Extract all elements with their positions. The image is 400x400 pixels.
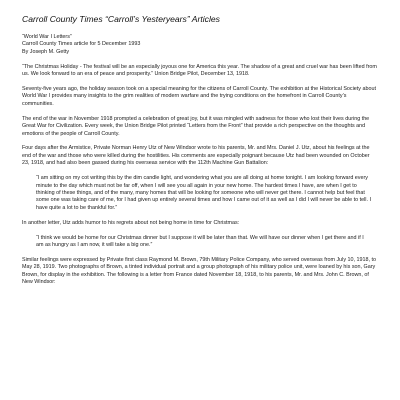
paragraph: Seventy-five years ago, the holiday season took on a special meaning for the citizens of Carroll County. The exhibition at the Historical Society about World War I provides many insights to the grim realities of modern warfare and the trying conditions on the homefront in Carroll County’s communities. (22, 86, 376, 107)
paragraph: Similar feelings were expressed by Private first class Raymond M. Brown, 79th Military Police Company, who served overseas from July 10, 1918, to May 28, 1919. Two photographs of Brown, a tinted individual portrait and a group photograph of his military police unit, were loaned by his son, Gary Brown, for display in the exhibition. The following is a letter from France dated November 18, 1918, to his parents, Mr. and Mrs. John C. Brown, of New Windsor: (22, 256, 377, 286)
article-headline: “World War I Letters” (22, 34, 72, 40)
document-title: Carroll County Times “Carroll’s Yesteryears” Articles (22, 14, 220, 24)
article-byline: By Joseph M. Getty (22, 48, 70, 55)
paragraph-opening-quote: “The Christmas Holiday - The festival will be an especially joyous one for America this year. The shadow of a great and cruel war has been lifted from us. We look forward to an era of peace and prosperity.” Union Bridge Pilot, December 13, 1918. (22, 63, 377, 78)
block-quote: “I think we would be home for our Christmas dinner but I suppose it will be later than that. We will have our dinner when I get there and if I am as hungry as I am now, it will take a big one.” (36, 234, 364, 249)
article-meta (22, 34, 378, 56)
block-quote: “I am sitting on my cot writing this by the dim candle light, and wondering what you are all doing at home tonight. I am looking forward every minute to the day which must not be far off, when I will see you all again in your new home. The hardest times I have, are when I get to thinking of these things, and of the many, many homes that will be looking for someone who will never get there. I cannot help but feel that some one was taking care of me, for I had given up entirely several times and how I came out of it as well as I did I will never be able to tell. I have quite a lot to be thankful for.” (36, 175, 371, 211)
paragraph: Four days after the Armistice, Private Norman Henry Utz of New Windsor wrote to his parents, Mr. and Mrs. Daniel J. Utz, about his feelings at the end of the war and those who were killed during the hostilities. His comments are especially poignant because Utz had been wounded on October 23, 1918, and had also been gassed during his overseas service with the 112th Machine Gun Battalion: (22, 145, 370, 167)
paragraph: In another letter, Utz adds humor to his regrets about not being home in time for Christmas: (22, 219, 240, 226)
article-source: Carroll County Times article for 5 December 1993 (22, 41, 141, 48)
paragraph: The end of the war in November 1918 prompted a celebration of great joy, but it was mingled with sadness for those who lost their lives during the Great War for Civilization. Every week, the Union Bridge Pilot printed “Letters from the Front” that provide a rich perspective on the thoughts and emotions of the people of Carroll County. (22, 115, 370, 137)
